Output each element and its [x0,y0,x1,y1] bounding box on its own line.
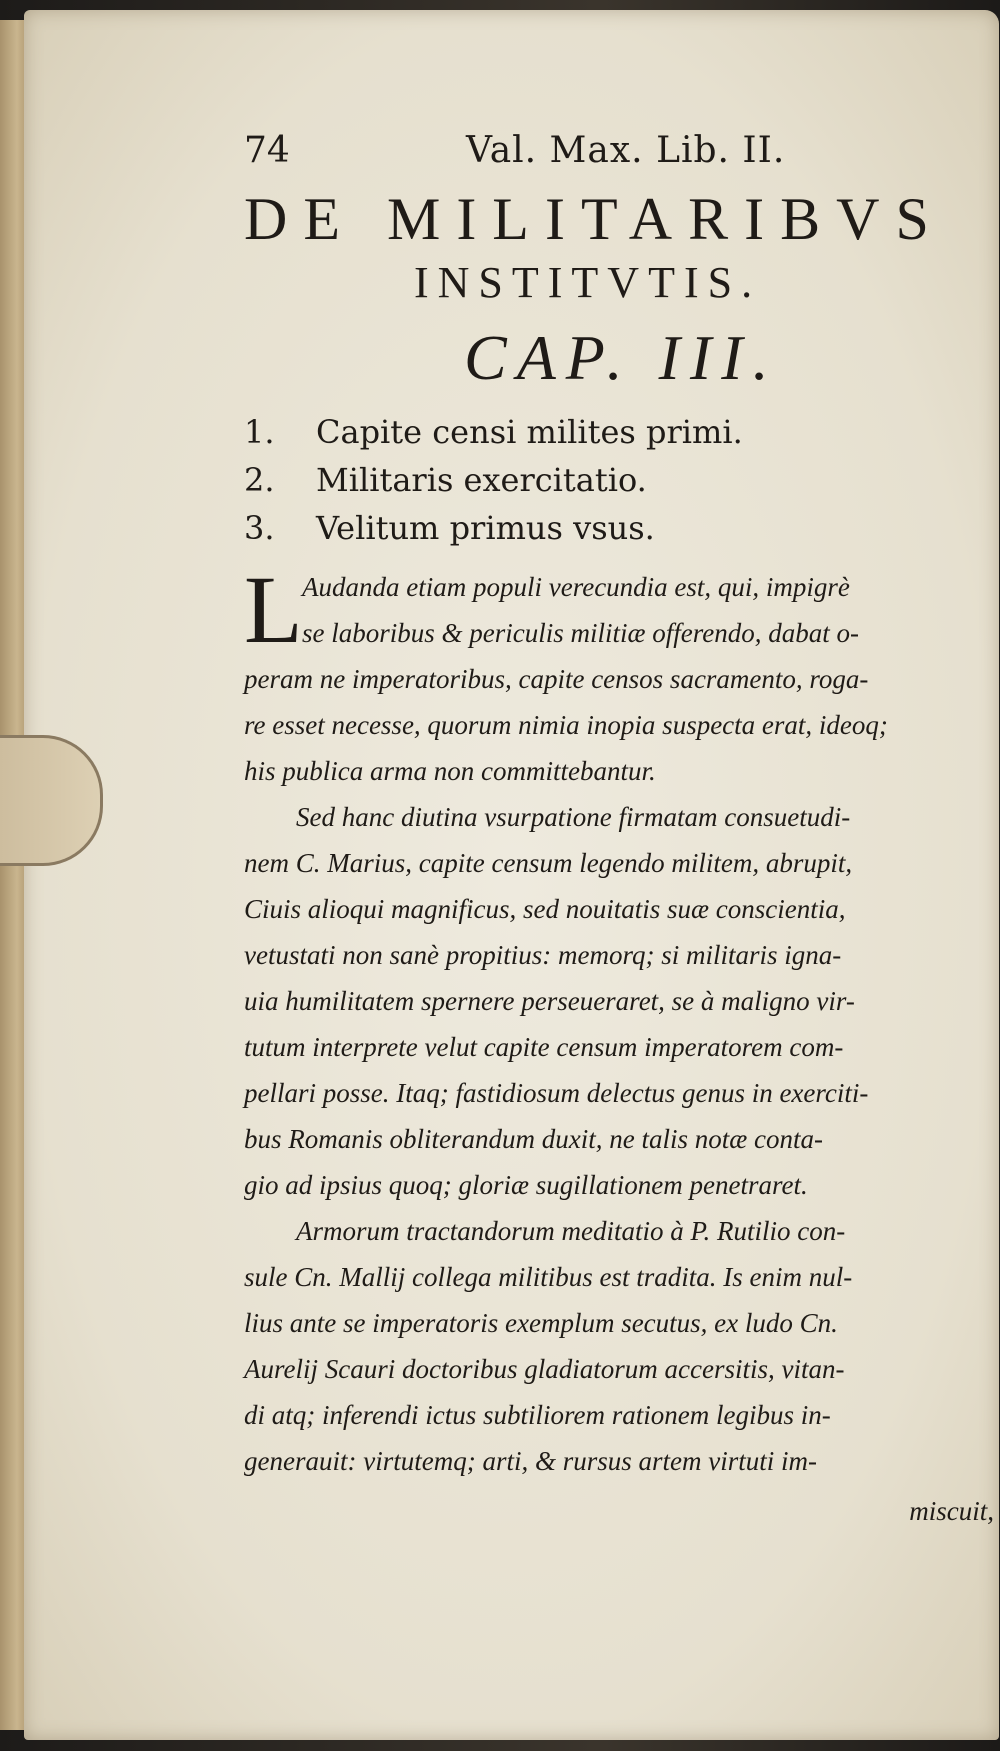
page-number: 74 [244,130,290,171]
chapter-title-continued: INSTITVTIS. [414,258,762,307]
chapter-number: CAP. III. [464,322,779,393]
text-line: peram ne imperatoribus, capite censos sacramento, roga- [244,664,869,694]
catchword: miscuit, [909,1496,994,1526]
text-line: bus Romanis obliterandum duxit, ne talis notæ conta- [244,1124,823,1154]
summary-item [244,408,1000,456]
text-line: vetustati non sanè propitius: memorq; si militaris igna- [244,940,842,970]
text-line: tutum interprete velut capite censum imperatorem com- [244,1032,844,1062]
summary-number: 3. [244,509,275,547]
text-line: se laboribus & periculis militiæ offerendo, dabat o- [302,618,859,648]
text-line: pellari posse. Itaq; fastidiosum delectus genus in exerciti- [244,1078,869,1108]
book-page [24,10,999,1740]
text-line: uia humilitatem spernere perseueraret, se à maligno vir- [244,986,855,1016]
text-line: Sed hanc diutina vsurpatione firmatam consuetudi- [296,802,851,832]
text-line: gio ad ipsius quoq; gloriæ sugillationem penetraret. [244,1170,808,1200]
text-line: Aurelij Scauri doctoribus gladiatorum accersitis, vitan- [244,1354,845,1384]
text-line: sule Cn. Mallij collega militibus est tradita. Is enim nul- [244,1262,853,1292]
text-line: lius ante se imperatoris exemplum secutus, ex ludo Cn. [244,1308,838,1338]
drop-cap-paragraph [244,556,1000,663]
body-text [244,556,1000,1534]
summary-item [244,456,1000,504]
chapter-summary [244,408,1000,552]
drop-cap: L [244,556,303,663]
text-line: nem C. Marius, capite censum legendo militem, abrupit, [244,848,853,878]
text-line: re esset necesse, quorum nimia inopia suspecta erat, ideoq; [244,710,888,740]
summary-text: Militaris exercitatio. [316,461,647,499]
summary-number: 1. [244,413,275,451]
running-head [244,120,1000,174]
text-line: generauit: virtutemq; arti, & rursus artem virtuti im- [244,1446,817,1476]
summary-number: 2. [244,461,275,499]
summary-item [244,504,1000,552]
running-head-title: Val. Max. Lib. II. [466,130,786,171]
text-line: his publica arma non committebantur. [244,756,656,786]
text-line: di atq; inferendi ictus subtiliorem rationem legibus in- [244,1400,831,1430]
chapter-title: DE MILITARIBVS [244,186,945,252]
text-line: Audanda etiam populi verecundia est, qui, impigrè [302,572,850,602]
page-text-block [244,120,1000,1534]
summary-text: Capite censi milites primi. [316,413,743,451]
text-line: Armorum tractandorum meditatio à P. Rutilio con- [296,1216,846,1246]
text-line: Ciuis alioqui magnificus, sed nouitatis suæ conscientia, [244,894,846,924]
summary-text: Velitum primus vsus. [316,509,655,547]
